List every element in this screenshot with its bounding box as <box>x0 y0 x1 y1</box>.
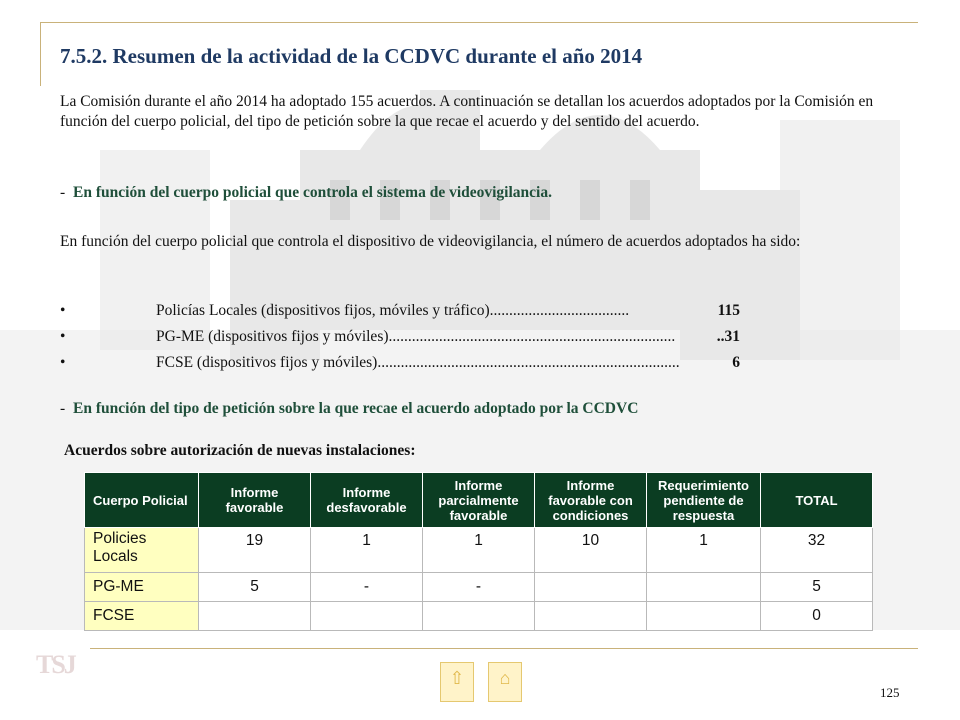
section-heading-police-body <box>60 184 552 202</box>
row-label: Policies Locals <box>85 528 199 573</box>
list-item-text: FCSE (dispositivos fijos y móviles).............................................................................. <box>156 354 680 371</box>
bullet-marker: • <box>60 328 66 345</box>
table-cell: 19 <box>199 528 311 573</box>
table-row <box>85 528 873 573</box>
total-cell: 32 <box>761 528 873 573</box>
table-caption: Acuerdos sobre autorización de nuevas instalaciones: <box>64 442 416 459</box>
dash-marker: - <box>60 400 66 417</box>
home-icon: ⌂ <box>499 668 511 688</box>
nav-up-button[interactable] <box>440 662 474 702</box>
top-rule <box>40 22 918 23</box>
up-arrow-icon: ⇧ <box>449 668 465 688</box>
table-cell <box>311 602 423 631</box>
table-cell <box>199 602 311 631</box>
section-heading-text: En función del cuerpo policial que controla el sistema de videovigilancia. <box>73 184 552 201</box>
list-item-value: 115 <box>717 302 740 319</box>
nav-home-button[interactable] <box>488 662 522 702</box>
column-header: Informe favorable con condiciones <box>535 473 647 528</box>
tsj-logo: TSJ <box>36 650 75 679</box>
table-cell: 10 <box>535 528 647 573</box>
intro-paragraph: La Comisión durante el año 2014 ha adoptado 155 acuerdos. A continuación se detallan los acuerdos adoptados por la Comisión en función del cuerpo policial, del tipo de petición sobre la que recae el acuerdo y del sentido del acuerdo. <box>60 93 874 130</box>
bottom-rule <box>90 648 918 649</box>
bullet-marker: • <box>60 354 66 371</box>
table-cell: 1 <box>647 528 761 573</box>
section-heading-request-type <box>60 400 638 418</box>
column-header: Informe desfavorable <box>311 473 423 528</box>
total-cell: 0 <box>761 602 873 631</box>
police-body-list <box>60 298 740 376</box>
table-cell <box>535 602 647 631</box>
section-heading-text: En función del tipo de petición sobre la que recae el acuerdo adoptado por la CCDVC <box>73 400 639 417</box>
table-cell: 1 <box>423 528 535 573</box>
agreements-table <box>84 472 873 631</box>
table-cell: - <box>423 573 535 602</box>
list-item <box>60 350 740 376</box>
row-label: PG-ME <box>85 573 199 602</box>
police-body-paragraph: En función del cuerpo policial que controla el dispositivo de videovigilancia, el número de acuerdos adoptados ha sido: <box>60 233 801 250</box>
column-header: TOTAL <box>761 473 873 528</box>
column-header: Cuerpo Policial <box>85 473 199 528</box>
row-label: FCSE <box>85 602 199 631</box>
column-header: Informe favorable <box>199 473 311 528</box>
table-row <box>85 602 873 631</box>
list-item-text: Policías Locales (dispositivos fijos, móviles y tráfico).................................... <box>156 302 630 319</box>
dash-marker: - <box>60 184 66 201</box>
table-cell <box>423 602 535 631</box>
list-item <box>60 298 740 324</box>
table-row <box>85 573 873 602</box>
bullet-marker: • <box>60 302 66 319</box>
page-title: 7.5.2. Resumen de la actividad de la CCDVC durante el año 2014 <box>60 44 643 68</box>
column-header: Informe parcialmente favorable <box>423 473 535 528</box>
list-item <box>60 324 740 350</box>
table-cell <box>535 573 647 602</box>
page-number: 125 <box>880 685 900 700</box>
list-item-value: ..31 <box>716 328 740 345</box>
column-header: Requerimiento pendiente de respuesta <box>647 473 761 528</box>
total-cell: 5 <box>761 573 873 602</box>
table-cell: 5 <box>199 573 311 602</box>
list-item-text: PG-ME (dispositivos fijos y móviles).......................................................................... <box>156 328 676 345</box>
table-cell <box>647 602 761 631</box>
left-rule <box>40 22 41 86</box>
table-cell <box>647 573 761 602</box>
table-cell: - <box>311 573 423 602</box>
table-header-row <box>85 473 873 528</box>
list-item-value: 6 <box>732 354 740 371</box>
table-cell: 1 <box>311 528 423 573</box>
